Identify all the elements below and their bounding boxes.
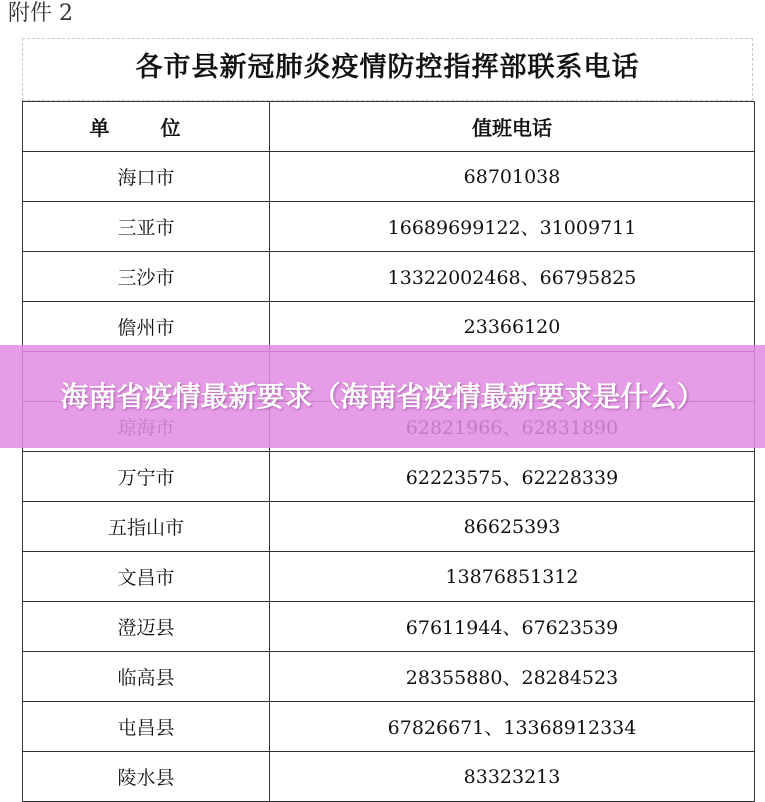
- unit-cell: 文昌市: [23, 552, 270, 602]
- phone-cell: 86625393: [270, 502, 755, 552]
- document-title: 各市县新冠肺炎疫情防控指挥部联系电话: [135, 52, 640, 83]
- unit-cell: 澄迈县: [23, 602, 270, 652]
- phone-cell: 13322002468、66795825: [270, 252, 755, 302]
- table-row: [23, 252, 755, 302]
- phone-cell: 23366120: [270, 302, 755, 352]
- attachment-label: 附件 2: [8, 1, 73, 26]
- table-row: [23, 452, 755, 502]
- unit-column-header: 单 位: [23, 102, 270, 152]
- table-row: [23, 202, 755, 252]
- table-row: [23, 152, 755, 202]
- title-overlay-banner: [0, 345, 765, 448]
- table-row: [23, 502, 755, 552]
- unit-cell: 三亚市: [23, 202, 270, 252]
- unit-cell: 屯昌县: [23, 702, 270, 752]
- unit-cell: 陵水县: [23, 752, 270, 802]
- table-row: [23, 752, 755, 802]
- phone-cell: 13876851312: [270, 552, 755, 602]
- table-header-row: [23, 102, 755, 152]
- unit-cell: 海口市: [23, 152, 270, 202]
- unit-cell: 临高县: [23, 652, 270, 702]
- banner-title: 海南省疫情最新要求（海南省疫情最新要求是什么）: [60, 379, 705, 413]
- table-row: [23, 602, 755, 652]
- unit-cell: 五指山市: [23, 502, 270, 552]
- phone-cell: 28355880、28284523: [270, 652, 755, 702]
- phone-cell: 62223575、62228339: [270, 452, 755, 502]
- table-row: [23, 702, 755, 752]
- table-row: [23, 552, 755, 602]
- table-row: [23, 652, 755, 702]
- phone-cell: 83323213: [270, 752, 755, 802]
- table-row: [23, 302, 755, 352]
- unit-cell: 万宁市: [23, 452, 270, 502]
- phone-column-header: 值班电话: [270, 102, 755, 152]
- phone-cell: 67611944、67623539: [270, 602, 755, 652]
- unit-cell: 儋州市: [23, 302, 270, 352]
- phone-cell: 16689699122、31009711: [270, 202, 755, 252]
- phone-cell: 67826671、13368912334: [270, 702, 755, 752]
- phone-cell: 68701038: [270, 152, 755, 202]
- unit-cell: 三沙市: [23, 252, 270, 302]
- contacts-table: [22, 101, 755, 802]
